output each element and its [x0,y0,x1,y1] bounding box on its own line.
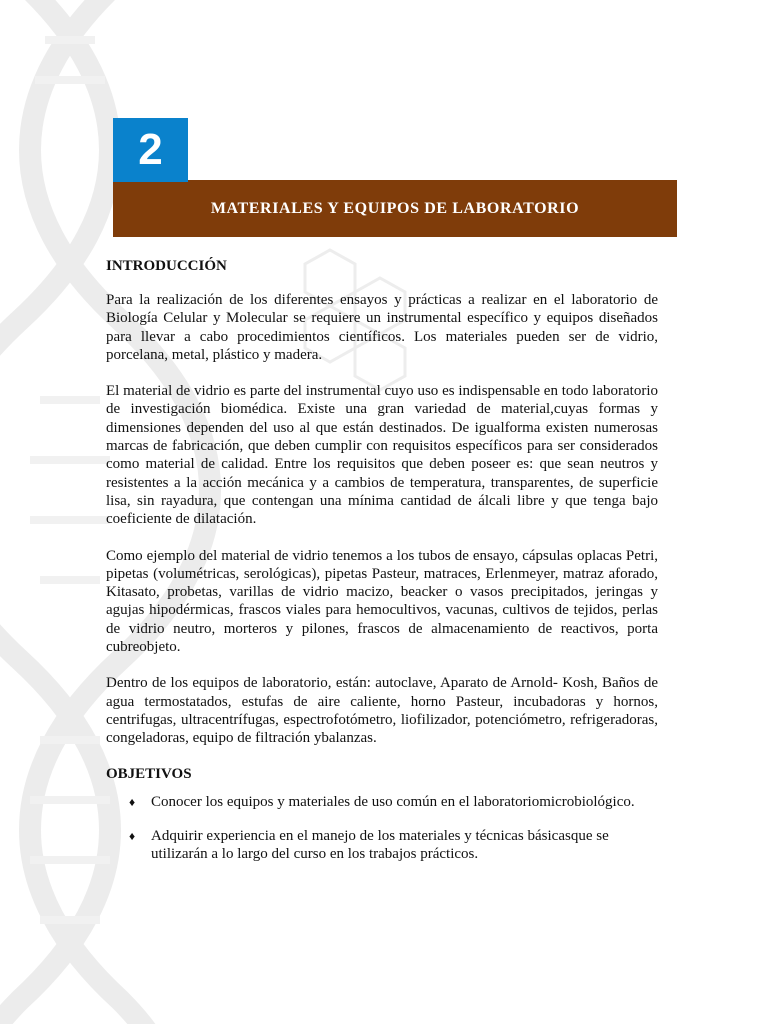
paragraph: Dentro de los equipos de laboratorio, están: autoclave, Aparato de Arnold- Kosh, Baños de agua termostatados, estufas de aire caliente, horno Pasteur, incubadoras y hornos, centrifugas, ultracentrífugas, espectrofotómetro, liofilizador, potenciómetro, refrigeradoras, congeladoras, equipo de filtración ybalanzas. [106,675,658,747]
objective-text: Conocer los equipos y materiales de uso común en el laboratoriomicrobiológico. [151,793,635,810]
diamond-bullet-icon: ♦ [129,794,136,809]
diamond-bullet-icon: ♦ [129,828,136,843]
paragraph: Como ejemplo del material de vidrio tenemos a los tubos de ensayo, cápsulas oplacas Petri, pipetas (volumétricas, serológicas), pipetas Pasteur, matraces, Erlenmeyer, matraz aforado, Kitasato, probetas, varillas de vidrio macizo, beacker o vasos precipitados, jeringas y agujas hipodérmicas, frascos viales para hemocultivos, vacunas, cultivos de tejidos, perlas de vidrio neutro, morteros y pilones, frascos de almacenamiento de reactivos, porta cubreobjeto. [106,547,658,656]
paragraph: Para la realización de los diferentes ensayos y prácticas a realizar en el laboratorio de Biología Celular y Molecular se requiere un instrumental específico y equipos diseñados para llevar a cabo procedimientos científicos. Los materiales pueden ser de vidrio, porcelana, metal, plástico y madera. [106,292,658,363]
chapter-title: MATERIALES Y EQUIPOS DE LABORATORIO [210,199,580,217]
page-content [106,258,658,879]
list-item [106,827,658,864]
objective-text: Adquirir experiencia en el manejo de los materiales y técnicas básicasque se utilizarán a lo largo del curso en los trabajos prácticos. [151,827,609,863]
section-heading-introduccion: INTRODUCCIÓN [106,258,227,274]
list-item [106,793,658,811]
chapter-number-badge: 2 [113,118,188,182]
paragraph: El material de vidrio es parte del instrumental cuyo uso es indispensable en todo laboratorio de investigación biomédica. Existe una gran variedad de material,cuyas formas y dimensiones dependen del uso al que están destinados. De igualforma existen numerosas marcas de fabricación, que deben cumplir con requisitos específicos para ser considerados como material de calidad. Entre los requisitos que deben poseer es: que sean neutros y resistentes a la acción mecánica y a cambios de temperatura, transparentes, de superficie lisa, sin rayadura, que contengan una mínima cantidad de álcali libre y que tenga bajo coeficiente de dilatación. [106,383,658,528]
chapter-title-bar [113,180,677,237]
section-heading-objetivos: OBJETIVOS [106,765,192,782]
objectives-list [106,793,658,864]
